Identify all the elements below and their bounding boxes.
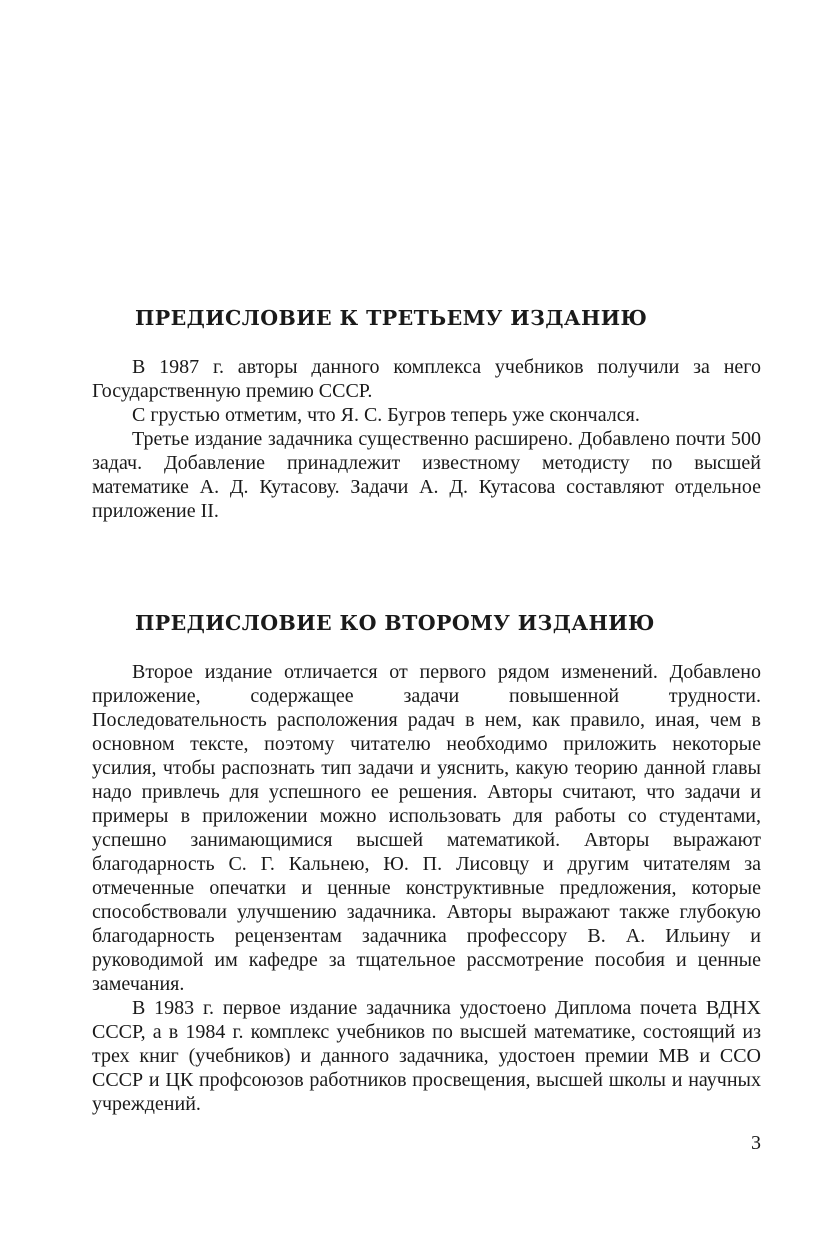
section-title-second-edition: ПРЕДИСЛОВИЕ КО ВТОРОМУ ИЗДАНИЮ (135, 611, 655, 635)
section-body-second-edition (92, 660, 761, 1116)
section-title-third-edition: ПРЕДИСЛОВИЕ К ТРЕТЬЕМУ ИЗДАНИЮ (135, 306, 648, 330)
paragraph: Второе издание отличается от первого рядом изменений. Добавлено приложение, содержащее задачи повышенной трудности. Последовательность расположения радач в нем, как правило, иная, чем в основном тексте, поэтому читателю необходимо приложить некоторые усилия, чтобы распознать тип задачи и уяснить, какую теорию данной главы надо привлечь для успешного ее решения. Авторы считают, что задачи и примеры в приложении можно использовать для работы со студентами, успешно занимающимися высшей математикой. Авторы выражают благодарность С. Г. Кальнею, Ю. П. Лисовцу и другим читателям за отмеченные опечатки и ценные конструктивные предложения, которые способствовали улучшению задачника. Авторы выражают также глубокую благодарность рецензентам задачника профессору В. А. Ильину и руководимой им кафедре за тщательное рассмотрение пособия и ценные замечания. (92, 661, 761, 995)
page-number: 3 (751, 1132, 761, 1154)
paragraph: С грустью отметим, что Я. С. Бугров теперь уже скончался. (132, 404, 640, 426)
paragraph: В 1987 г. авторы данного комплекса учебников получили за него Государственную премию СССР. (92, 356, 761, 402)
paragraph: Третье издание задачника существенно расширено. Добавлено почти 500 задач. Добавление принадлежит известному методисту по высшей математике А. Д. Кутасову. Задачи А. Д. Кутасова составляют отдельное приложение II. (92, 428, 761, 522)
paragraph: В 1983 г. первое издание задачника удостоено Диплома почета ВДНХ СССР, а в 1984 г. комплекс учебников по высшей математике, состоящий из трех книг (учебников) и данного задачника, удостоен премии МВ и ССО СССР и ЦК профсоюзов работников просвещения, высшей школы и научных учреждений. (92, 997, 761, 1115)
section-body-third-edition (92, 355, 761, 523)
